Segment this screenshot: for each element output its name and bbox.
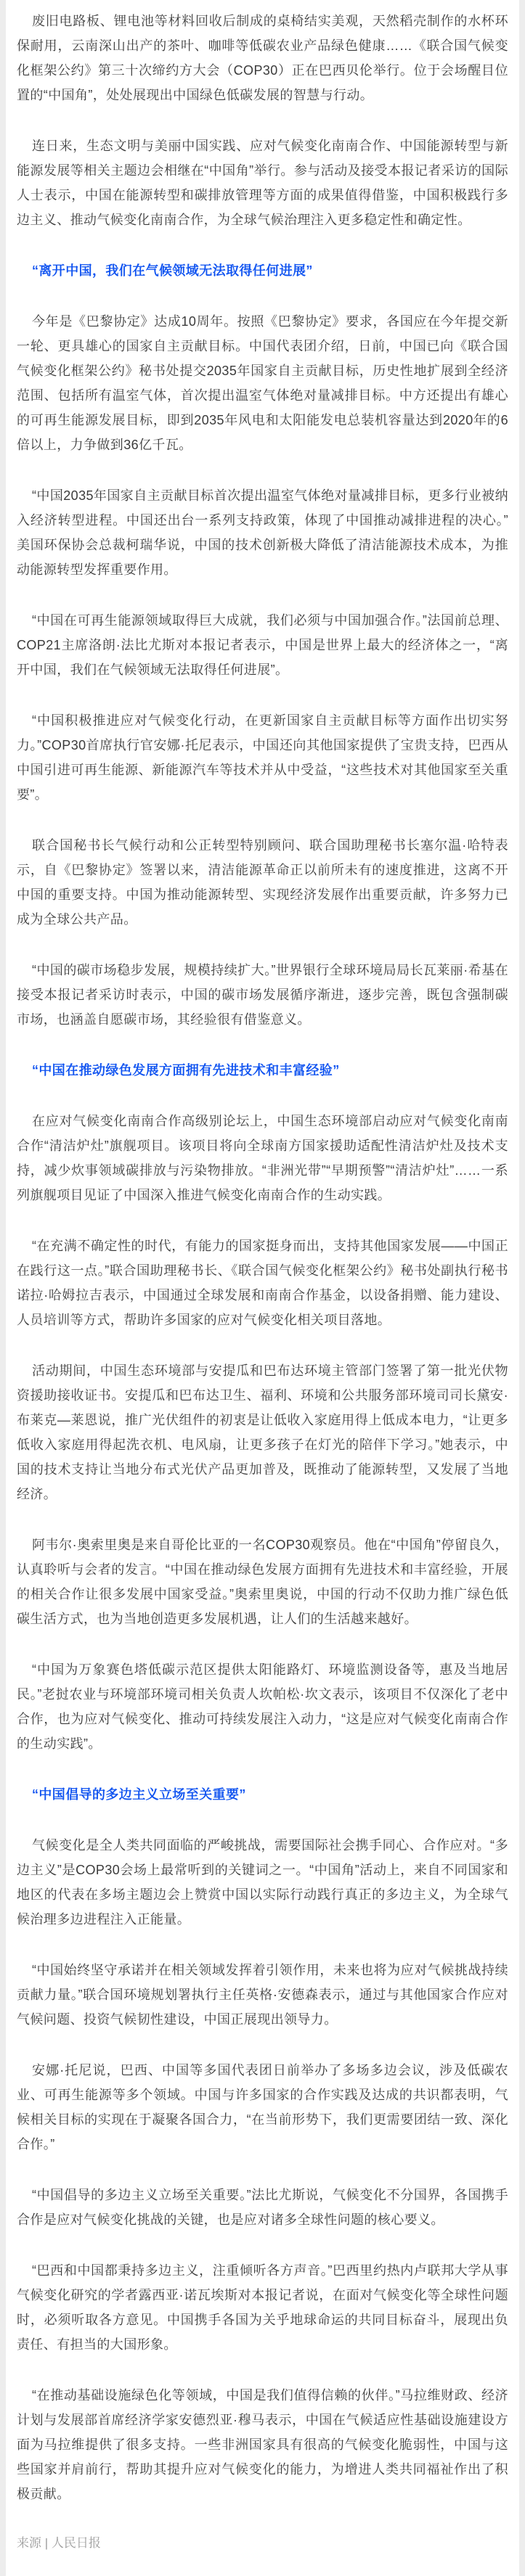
paragraph: 连日来，生态文明与美丽中国实践、应对气候变化南南合作、中国能源转型与新能源发展等相关主题边会相继在“中国角”举行。参与活动及接受本报记者采访的国际人士表示，中国在能源转型和碳排放管理等方面的成果值得借鉴，中国积极践行多边主义、推动气候变化南南合作，为全球气候治理注入更多稳定性和确定性。 [17, 139, 508, 227]
paragraph: 废旧电路板、锂电池等材料回收后制成的桌椅结实美观，天然稻壳制作的水杯环保耐用，云南深山出产的茶叶、咖啡等低碳农业产品绿色健康……《联合国气候变化框架公约》第三十次缔约方大会（COP30）正在巴西贝伦举行。位于会场醒目位置的“中国角”，处处展现出中国绿色低碳发展的智慧与行动。 [17, 14, 508, 102]
source-line: 来源 | 人民日报 [17, 2536, 101, 2550]
section-heading: “中国在推动绿色发展方面拥有先进技术和丰富经验” [32, 1063, 340, 1078]
paragraph: “中国积极推进应对气候变化行动，在更新国家自主贡献目标等方面作出切实努力。”COP30首席执行官安娜·托尼表示，中国还向其他国家提供了宝贵支持，巴西从中国引进可再生能源、新能源汽车等技术并从中受益，“这些技术对其他国家至关重要”。 [17, 713, 508, 802]
paragraph: 今年是《巴黎协定》达成10周年。按照《巴黎协定》要求，各国应在今年提交新一轮、更具雄心的国家自主贡献目标。中国代表团介绍，日前，中国已向《联合国气候变化框架公约》秘书处提交2035年国家自主贡献目标，历史性地扩展到全经济范围、包括所有温室气体，首次提出温室气体绝对量减排目标。中方还提出有雄心的可再生能源发展目标，即到2035年风电和太阳能发电总装机容量达到2020年的6倍以上，力争做到36亿千瓦。 [17, 314, 508, 452]
paragraph: “中国倡导的多边主义立场至关重要。”法比尤斯说，气候变化不分国界，各国携手合作是应对气候变化挑战的关键，也是应对诸多全球性问题的核心要义。 [17, 2188, 508, 2227]
section-heading: “中国倡导的多边主义立场至关重要” [32, 1787, 246, 1802]
paragraph: “在推动基础设施绿色化等领域，中国是我们值得信赖的伙伴。”马拉维财政、经济计划与发展部首席经济学家安德烈亚·穆马表示，中国在气候适应性基础设施建设方面为马拉维提供了很多支持。一些非洲国家具有很高的气候变化脆弱性，中国与这些国家并肩前行，帮助其提升应对气候变化的能力，为增进人类共同福祉作出了积极贡献。 [17, 2388, 508, 2501]
paragraph: “中国始终坚守承诺并在相关领域发挥着引领作用，未来也将为应对气候挑战持续贡献力量。”联合国环境规划署执行主任英格·安德森表示，通过与其他国家合作应对气候问题、投资气候韧性建设，中国正展现出领导力。 [17, 1963, 508, 2027]
paragraph: 气候变化是全人类共同面临的严峻挑战，需要国际社会携手同心、合作应对。“多边主义”是COP30会场上最常听到的关键词之一。“中国角”活动上，来自不同国家和地区的代表在多场主题边会上赞赏中国以实际行动践行真正的多边主义，为全球气候治理多边进程注入正能量。 [17, 1838, 508, 1927]
section-heading: “离开中国，我们在气候领域无法取得任何进展” [32, 263, 313, 278]
article-page [6, 0, 519, 2576]
paragraph: “巴西和中国都秉持多边主义，注重倾听各方声音。”巴西里约热内卢联邦大学从事气候变化研究的学者露西亚·诺瓦埃斯对本报记者说，在面对气候变化等全球性问题时，必须听取各方意见。中国携手各国为关乎地球命运的共同目标奋斗，展现出负责任、有担当的大国形象。 [17, 2263, 508, 2352]
paragraph: 安娜·托尼说，巴西、中国等多国代表团日前举办了多场多边会议，涉及低碳农业、可再生能源等多个领域。中国与许多国家的合作实践及达成的共识都表明，气候相关目标的实现在于凝聚各国合力，“在当前形势下，我们更需要团结一致、深化合作。” [17, 2063, 508, 2152]
paragraph: 阿韦尔·奥索里奥是来自哥伦比亚的一名COP30观察员。他在“中国角”停留良久，认真聆听与会者的发言。“中国在推动绿色发展方面拥有先进技术和丰富经验，开展的相关合作让很多发展中国家受益。”奥索里奥说，中国的行动不仅助力推广绿色低碳生活方式，也为当地创造更多发展机遇，让人们的生活越来越好。 [17, 1538, 508, 1626]
paragraph: 在应对气候变化南南合作高级别论坛上，中国生态环境部启动应对气候变化南南合作“清洁炉灶”旗舰项目。该项目将向全球南方国家援助适配性清洁炉灶及技术支持，减少炊事领域碳排放与污染物排放。“非洲光带”“早期预警”“清洁炉灶”……一系列旗舰项目见证了中国深入推进气候变化南南合作的生动实践。 [17, 1114, 508, 1202]
paragraph: “中国2035年国家自主贡献目标首次提出温室气体绝对量减排目标，更多行业被纳入经济转型进程。中国还出台一系列支持政策，体现了中国推动减排进程的决心。”美国环保协会总裁柯瑞华说，中国的技术创新极大降低了清洁能源技术成本，为推动能源转型发挥重要作用。 [17, 488, 508, 577]
paragraph: “中国在可再生能源领域取得巨大成就，我们必须与中国加强合作。”法国前总理、COP21主席洛朗·法比尤斯对本报记者表示，中国是世界上最大的经济体之一，“离开中国，我们在气候领域无法取得任何进展”。 [17, 613, 508, 677]
paragraph: “中国为万象赛色塔低碳示范区提供太阳能路灯、环境监测设备等，惠及当地居民。”老挝农业与环境部环境司相关负责人坎帕松·坎文表示，该项目不仅深化了老中合作，也为应对气候变化、推动可持续发展注入动力，“这是应对气候变化南南合作的生动实践”。 [17, 1662, 508, 1751]
paragraph: “在充满不确定性的时代，有能力的国家挺身而出，支持其他国家发展——中国正在践行这一点。”联合国助理秘书长、《联合国气候变化框架公约》秘书处副执行秘书诺拉·哈姆拉吉表示，中国通过全球发展和南南合作基金，以设备捐赠、能力建设、人员培训等方式，帮助许多国家的应对气候变化相关项目落地。 [17, 1239, 508, 1327]
paragraph: 活动期间，中国生态环境部与安提瓜和巴布达环境主管部门签署了第一批光伏物资援助接收证书。安提瓜和巴布达卫生、福利、环境和公共服务部环境司司长黛安·布莱克—莱恩说，推广光伏组件的初衷是让低收入家庭用得上低成本电力，“让更多低收入家庭用得起洗衣机、电风扇，让更多孩子在灯光的陪伴下学习。”她表示，中国的技术支持让当地分布式光伏产品更加普及，既推动了能源转型，又发展了当地经济。 [17, 1363, 508, 1501]
paragraph: “中国的碳市场稳步发展，规模持续扩大。”世界银行全球环境局局长瓦莱丽·希基在接受本报记者采访时表示，中国的碳市场发展循序渐进，逐步完善，既包含强制碳市场，也涵盖自愿碳市场，其经验很有借鉴意义。 [17, 963, 508, 1027]
paragraph: 联合国秘书长气候行动和公正转型特别顾问、联合国助理秘书长塞尔温·哈特表示，自《巴黎协定》签署以来，清洁能源革命正以前所未有的速度推进，这离不开中国的重要支持。中国为推动能源转型、实现经济发展作出重要贡献，许多努力已成为全球公共产品。 [17, 838, 508, 927]
